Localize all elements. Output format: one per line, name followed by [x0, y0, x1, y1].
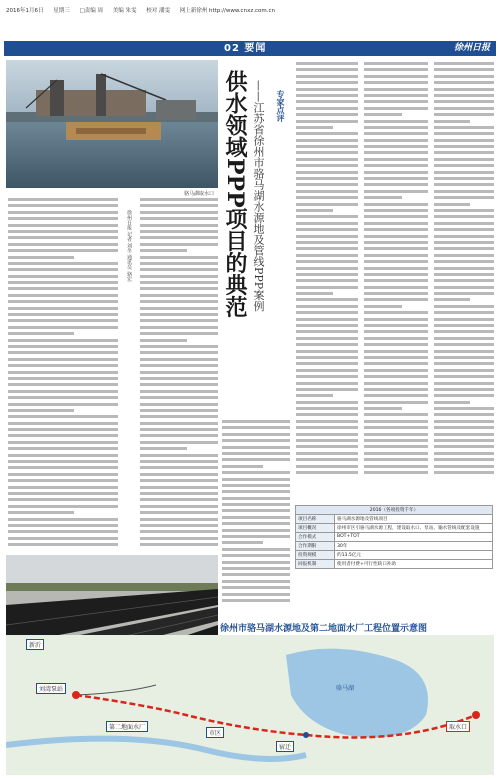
section-title: 02 要闻	[224, 43, 267, 54]
map-label: 第二地面水厂	[106, 721, 148, 732]
table-header: 2016（各项投资千年）	[296, 506, 493, 515]
table-key: 合作期限	[296, 542, 335, 551]
website: 网上新徐州 http://www.cnxz.com.cn	[179, 8, 275, 14]
byline: 徐州日报 记者 刘冬 通讯员 骆宏	[126, 210, 132, 282]
editor: □责编 周	[79, 8, 103, 14]
table-key: 投资规模	[296, 551, 335, 560]
table-value: 骆马湖水源地及管线项目	[335, 515, 493, 524]
table-value: 徐州市区引骆马湖水源工程，建设取水口、泵站、输水管线及配套设施	[335, 524, 493, 533]
sidebar-heading: 专家点评	[276, 90, 286, 122]
article-body-left	[8, 198, 118, 553]
map-label: 刘湾泵站	[36, 683, 66, 694]
article-subtitle: ——江苏省徐州市骆马湖水源地及管线PPP案例	[252, 80, 265, 312]
location-map	[6, 635, 494, 775]
article-title: 供水领域PPP项目的典范	[222, 70, 248, 318]
table-row	[296, 551, 493, 560]
date: 2016年1月6日	[6, 8, 44, 14]
article-body-right-2	[364, 62, 428, 502]
weekday: 星期三	[53, 8, 70, 14]
map-label: 宿迁	[276, 741, 294, 752]
newspaper-logo: 徐州日报	[453, 43, 490, 53]
table-row	[296, 533, 493, 542]
folio-line	[6, 5, 494, 17]
map-title: 徐州市骆马湖水源地及第二地面水厂工程位置示意图	[220, 624, 428, 634]
map-label: 骆马湖	[336, 685, 355, 692]
typesetter: 美编 朱雯	[112, 8, 137, 14]
lake-intake-photo	[6, 60, 218, 188]
table-value: 约13.5亿元	[335, 551, 493, 560]
proofreader: 校对 潘雯	[146, 8, 170, 14]
table-key: 项目概况	[296, 524, 335, 533]
table-key: 合作模式	[296, 533, 335, 542]
top-photo-caption: 骆马湖取水口	[184, 191, 215, 197]
project-info-table	[295, 505, 493, 569]
table-row	[296, 560, 493, 569]
table-value: 使用者付费+可行性缺口补助	[335, 560, 493, 569]
table-row	[296, 506, 493, 515]
table-row	[296, 524, 493, 533]
article-body-right-1	[296, 62, 358, 502]
table-key: 项目名称	[296, 515, 335, 524]
section-banner	[4, 41, 496, 56]
map-label: 新沂	[26, 639, 44, 650]
article-body-mid	[140, 198, 218, 553]
table-key: 回报机制	[296, 560, 335, 569]
table-row	[296, 542, 493, 551]
article-body-right-3	[434, 62, 494, 502]
table-value: BOT+TOT	[335, 533, 493, 542]
article-body-center	[222, 420, 290, 620]
table-row	[296, 515, 493, 524]
map-label: 市区	[206, 727, 224, 738]
map-label: 取水口	[446, 721, 470, 732]
table-value: 30年	[335, 542, 493, 551]
